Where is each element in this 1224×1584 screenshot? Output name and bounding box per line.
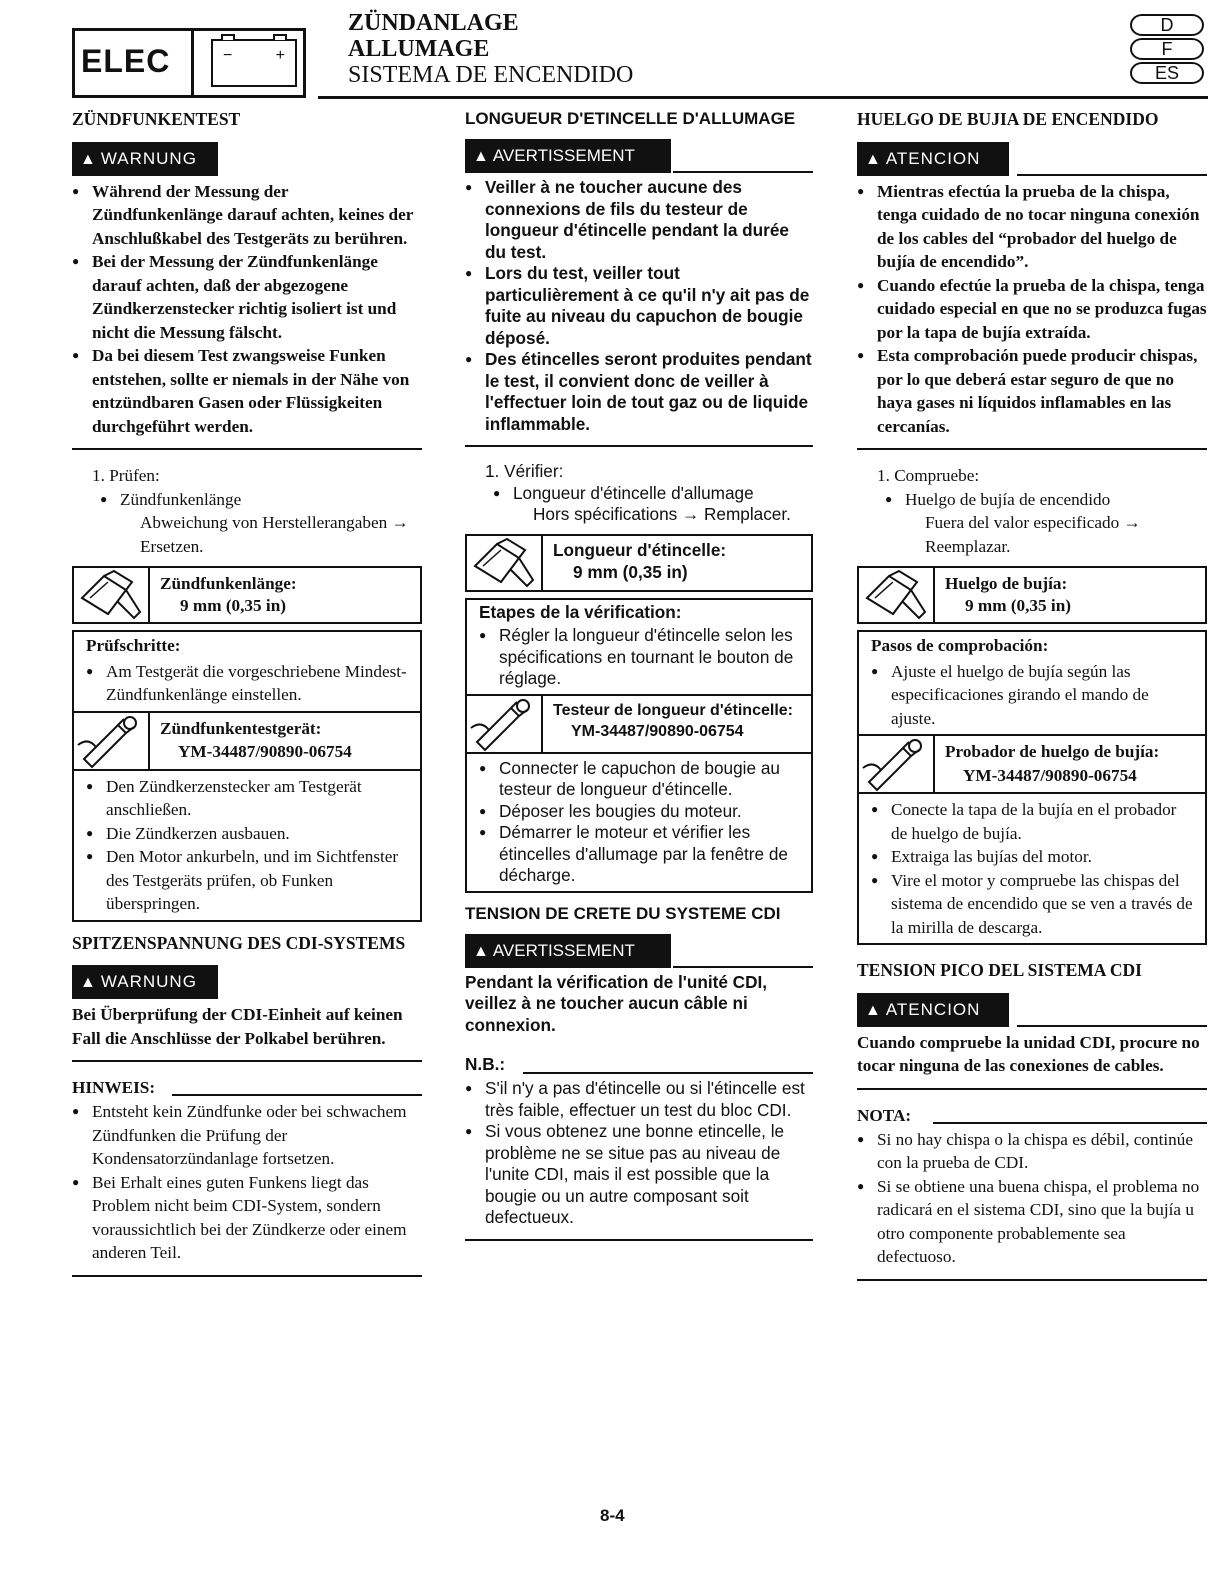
note-list	[857, 1128, 1207, 1269]
column-spanish	[857, 108, 1207, 1295]
procedure-title: Pasos de comprobación:	[871, 636, 1049, 655]
list-item: ● Connecter le capuchon de bougie au testeur de longueur d'étincelle.	[479, 758, 799, 801]
check-step: 1. Prüfen: ● Zündfunkenlänge Abweichung von Herstellerangaben → Ersetzen.	[92, 466, 409, 556]
warning-header	[465, 934, 813, 968]
tool-label: Probador de huelgo de bujía:	[945, 742, 1160, 761]
lang-tab-es: ES	[1130, 62, 1204, 84]
tool-value: YM-34487/90890-06754	[963, 765, 1137, 785]
spec-label: Huelgo de bujía:	[945, 574, 1068, 593]
procedure-box	[857, 630, 1207, 945]
list-item: ● Veiller à ne toucher aucune des connexions de fils du testeur de longueur d'étincelle pendant la durée du test.	[465, 177, 813, 263]
note-header: N.B.:	[465, 1054, 813, 1078]
divider	[72, 1275, 422, 1277]
list-item: ● S'il n'y a pas d'étincelle ou si l'étincelle est très faible, effectuer un test du bloc CDI.	[465, 1078, 813, 1121]
divider	[72, 448, 422, 450]
list-item: ● Conecte la tapa de la bujía en el probador de huelgo de bujía.	[871, 798, 1193, 845]
tool-box	[467, 694, 811, 754]
warning-header	[72, 142, 422, 176]
page-header	[0, 0, 1224, 100]
warning-badge: ▲ WARNUNG	[72, 965, 218, 999]
warning-header	[72, 965, 422, 999]
check-step: 1. Compruebe: ● Huelgo de bujía de encendido Fuera del valor especificado → Reemplazar.	[877, 466, 1141, 556]
warning-header	[857, 142, 1207, 176]
title-de: ZÜNDANLAGE	[348, 10, 519, 36]
warning-icon: ▲	[473, 942, 489, 960]
header-rule	[318, 96, 1208, 99]
list-item: ● Die Zündkerzen ausbauen.	[86, 822, 408, 846]
warning-list	[465, 177, 813, 435]
section-title: LONGUEUR D'ETINCELLE D'ALLUMAGE	[465, 109, 796, 128]
lang-tab-fr: F	[1130, 38, 1204, 60]
title-es: SISTEMA DE ENCENDIDO	[348, 62, 634, 88]
list-item: ● Des étincelles seront produites pendant le test, il convient donc de veiller à l'effectuer loin de tout gaz ou de liquide inflammable.	[465, 349, 813, 435]
procedure-title: Prüfschritte:	[86, 636, 181, 655]
lang-tab-de: D	[1130, 14, 1204, 36]
tool-box	[859, 734, 1205, 794]
list-item: ● Lors du test, veiller tout particulièrement à ce qu'il n'y ait pas de fuite au niveau du capuchon de bougie déposé.	[465, 263, 813, 349]
list-item: ● Si se obtiene una buena chispa, el problema no radicará en el sistema CDI, sino que la bujía u otro componente probablemente sea defectuoso.	[857, 1175, 1207, 1269]
section-title: HUELGO DE BUJIA DE ENCENDIDO	[857, 109, 1159, 129]
list-item: ● Bei der Messung der Zündfunkenlänge darauf achten, daß der abgezogene Zündkerzenstecker richtig isoliert ist und nicht die Messung fälscht.	[72, 250, 422, 344]
divider	[465, 445, 813, 447]
note-list	[465, 1078, 813, 1229]
procedure-box	[72, 630, 422, 922]
list-item: ● Am Testgerät die vorgeschriebene Mindest-Zündfunkenlänge einstellen.	[86, 660, 408, 707]
tester-icon	[74, 713, 150, 769]
list-item: ● Démarrer le moteur et vérifier les étincelles d'allumage par la fenêtre de décharge.	[479, 822, 799, 887]
spec-value: 9 mm (0,35 in)	[573, 561, 688, 582]
warning-icon: ▲	[865, 150, 882, 168]
tool-value: YM-34487/90890-06754	[571, 723, 744, 740]
warning-text: Bei Überprüfung der CDI-Einheit auf keinen Fall die Anschlüsse der Polkabel berühren.	[72, 1005, 403, 1048]
divider	[857, 1279, 1207, 1281]
section-badge	[72, 28, 306, 98]
warning-list	[857, 180, 1207, 439]
caliper-icon	[859, 568, 935, 622]
spec-label: Longueur d'étincelle:	[553, 539, 727, 560]
tester-icon	[859, 736, 935, 792]
section-title: TENSION PICO DEL SISTEMA CDI	[857, 960, 1142, 980]
list-item: ● Déposer les bougies du moteur.	[479, 801, 799, 823]
section-title: SPITZENSPANNUNG DES CDI-SYSTEMS	[72, 932, 406, 953]
column-french	[465, 108, 813, 1255]
list-item: ● Mientras efectúa la prueba de la chispa, tenga cuidado de no tocar ninguna conexión de los cables del “probador del huelgo de bujía de encendido”.	[857, 180, 1207, 274]
warning-list	[72, 180, 422, 439]
warning-icon: ▲	[80, 974, 97, 991]
spec-value: 9 mm (0,35 in)	[180, 596, 286, 615]
warning-badge: ▲ ATENCION	[857, 993, 1009, 1027]
title-fr: ALLUMAGE	[348, 36, 490, 62]
warning-icon: ▲	[865, 1001, 882, 1019]
list-item: ● Bei Erhalt eines guten Funkens liegt das Problem nicht beim CDI-System, sondern voraussichtlich bei der Zündkerze oder einem anderen Teil.	[72, 1171, 422, 1265]
list-item: ● Extraiga las bujías del motor.	[871, 845, 1193, 869]
list-item: ● Régler la longueur d'étincelle selon les spécifications en tournant le bouton de réglage.	[479, 625, 799, 690]
caliper-icon	[74, 568, 150, 622]
tool-value: YM-34487/90890-06754	[178, 742, 352, 761]
list-item: ● Entsteht kein Zündfunke oder bei schwachem Zündfunken die Prüfung der Kondensatorzündanlage fortsetzen.	[72, 1100, 422, 1171]
note-header: HINWEIS:	[72, 1076, 422, 1100]
note-header: NOTA:	[857, 1104, 1207, 1128]
section-title: TENSION DE CRETE DU SYSTEME CDI	[465, 903, 781, 923]
tool-label: Testeur de longueur d'étincelle:	[553, 701, 793, 719]
list-item: ● Während der Messung der Zündfunkenlänge darauf achten, keines der Anschlußkabel des Testgeräts zu berühren.	[72, 180, 422, 251]
list-item: ● Da bei diesem Test zwangsweise Funken entstehen, sollte er niemals in der Nähe von entzündbaren Gasen oder Flüssigkeiten durchgeführt werden.	[72, 344, 422, 438]
list-item: ● Den Motor ankurbeln, und im Sichtfenster des Testgeräts prüfen, ob Funken überspringen.	[86, 845, 408, 916]
divider	[857, 448, 1207, 450]
warning-badge: ▲ AVERTISSEMENT	[465, 139, 671, 173]
page-title	[348, 10, 633, 88]
spec-value: 9 mm (0,35 in)	[965, 596, 1071, 615]
spec-box	[465, 534, 813, 592]
warning-text: Cuando compruebe la unidad CDI, procure no tocar ninguna de las conexiones de cables.	[857, 1032, 1200, 1075]
warning-badge: ▲ AVERTISSEMENT	[465, 934, 671, 968]
list-item: ● Si vous obtenez une bonne etincelle, le problème ne se situe pas au niveau de l'unite CDI, mais il est possible que la bougie ou un autre composant soit defectueux.	[465, 1121, 813, 1229]
tester-icon	[467, 696, 543, 752]
spec-box	[857, 566, 1207, 624]
list-item: ● Den Zündkerzenstecker am Testgerät anschließen.	[86, 775, 408, 822]
procedure-box	[465, 598, 813, 893]
battery-icon: − +	[211, 39, 297, 87]
divider	[72, 1060, 422, 1062]
divider	[857, 1088, 1207, 1090]
caliper-icon	[467, 536, 543, 590]
divider	[465, 1239, 813, 1241]
list-item: ● Vire el motor y compruebe las chispas del sistema de encendido que se ven a través de la mirilla de descarga.	[871, 869, 1193, 940]
warning-badge: ▲ ATENCION	[857, 142, 1009, 176]
warning-text: Pendant la vérification de l'unité CDI, veillez à ne toucher aucun câble ni connexion.	[465, 971, 768, 1035]
page-number: 8-4	[600, 1506, 625, 1525]
tool-label: Zündfunkentestgerät:	[160, 718, 322, 738]
procedure-title: Etapes de la vérification:	[479, 601, 682, 622]
column-german	[72, 108, 422, 1291]
list-item: ● Ajuste el huelgo de bujía según las especificaciones girando el mando de ajuste.	[871, 660, 1193, 731]
note-list	[72, 1100, 422, 1265]
spec-box	[72, 566, 422, 624]
list-item: ● Cuando efectúe la prueba de la chispa, tenga cuidado especial en que no se produzca fugas por la tapa de bujía extraída.	[857, 274, 1207, 345]
list-item: ● Si no hay chispa o la chispa es débil, continúe con la prueba de CDI.	[857, 1128, 1207, 1175]
warning-header	[465, 139, 813, 173]
section-title: ZÜNDFUNKENTEST	[72, 109, 241, 129]
tool-box	[74, 711, 420, 771]
list-item: ● Esta comprobación puede producir chispas, por lo que deberá estar seguro de que no haya gases ni líquidos inflamables en las cercanías.	[857, 344, 1207, 438]
badge-divider	[191, 31, 194, 95]
spec-label: Zündfunkenlänge:	[160, 574, 297, 593]
warning-header	[857, 993, 1207, 1027]
check-step: 1. Vérifier: ● Longueur d'étincelle d'allumage Hors spécifications → Remplacer.	[485, 461, 791, 524]
section-code: ELEC	[81, 43, 171, 79]
warning-badge: ▲ WARNUNG	[72, 142, 218, 176]
warning-icon: ▲	[80, 150, 97, 168]
warning-icon: ▲	[473, 148, 489, 165]
